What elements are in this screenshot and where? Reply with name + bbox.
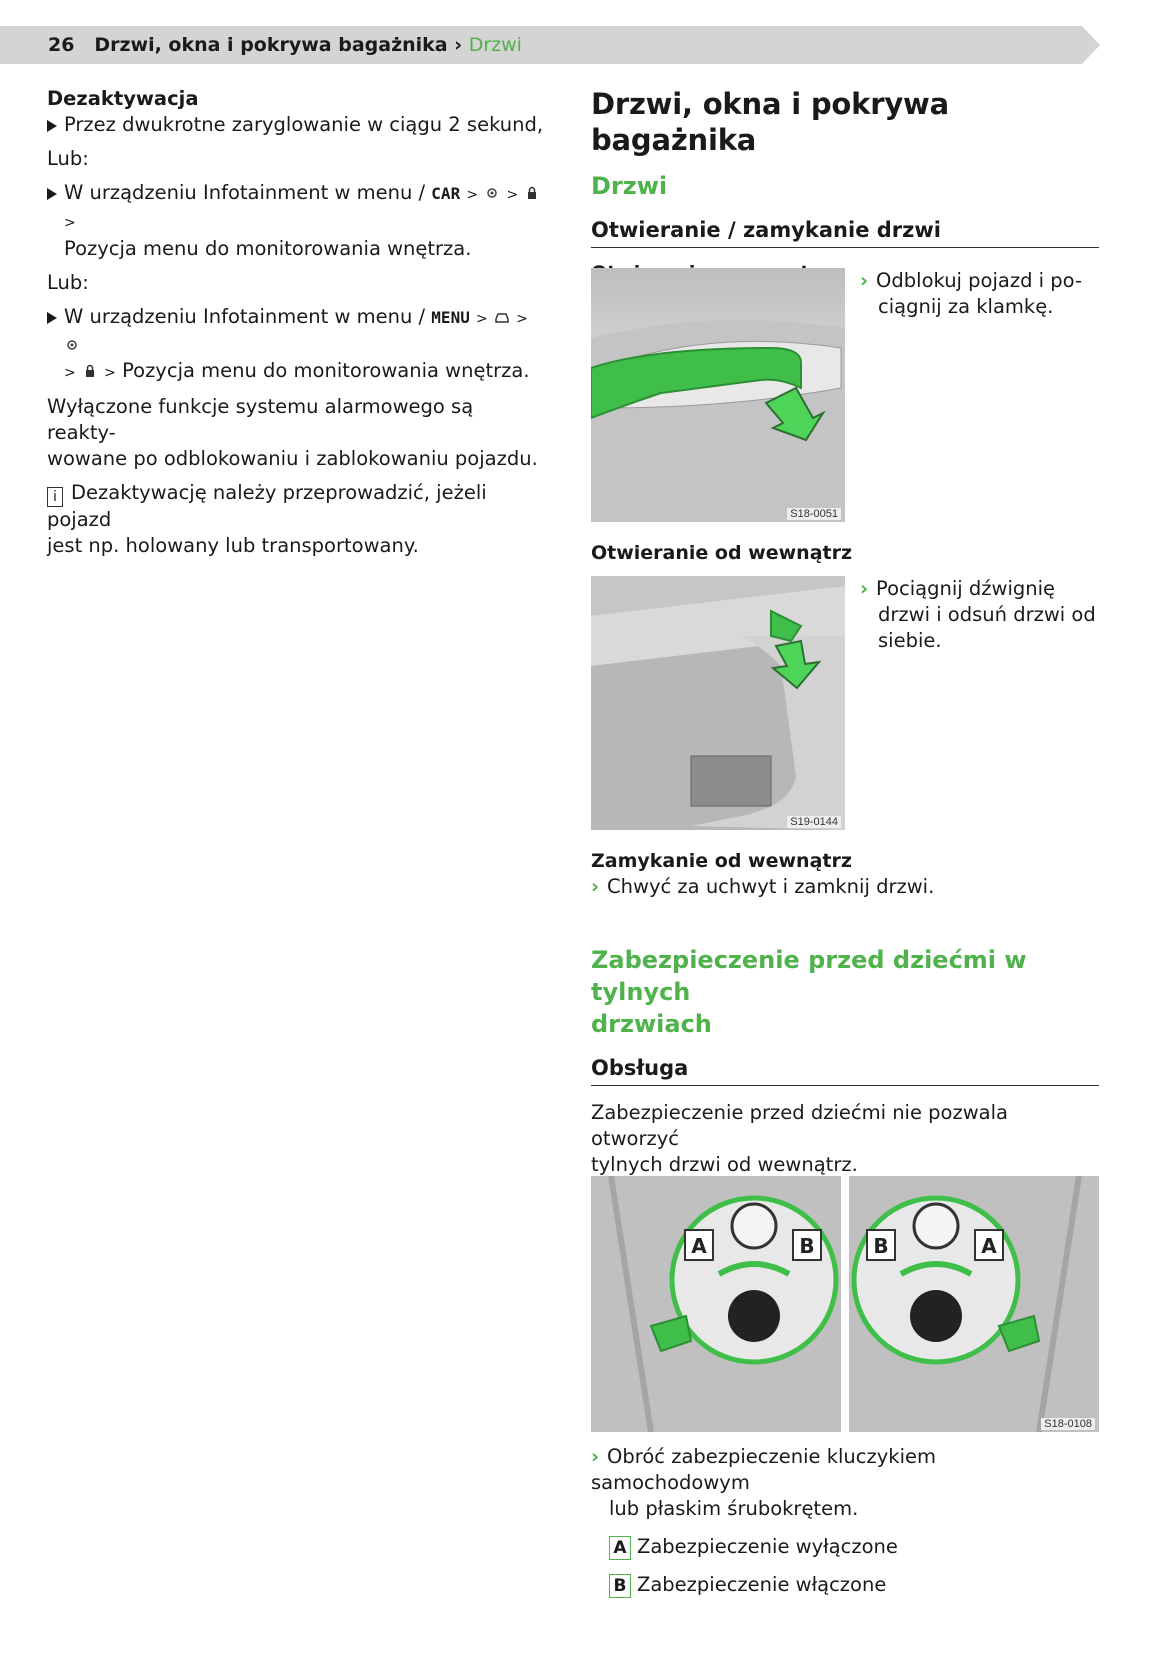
- info-icon: i: [47, 487, 63, 507]
- lock-zoom-left: [672, 1198, 836, 1362]
- chevron-right-icon: ›: [591, 1445, 600, 1468]
- section-title-doors: Drzwi: [591, 172, 668, 200]
- list-item-3: [47, 304, 547, 386]
- legend-item-b: [591, 1572, 1099, 1598]
- info-note-line1: Dezaktywację należy przeprowadzić, jeżeli pojazd: [47, 481, 487, 531]
- page-number: 26: [48, 34, 75, 56]
- info-note: [47, 480, 547, 559]
- close-inside-text: Chwyć za uchwyt i zamknij drzwi.: [607, 875, 935, 898]
- chevron-right-icon: >: [466, 187, 479, 203]
- figure-interior-lever: [591, 576, 845, 830]
- instruction-interior: [860, 576, 1100, 654]
- figure-child-lock: [591, 1176, 1099, 1432]
- subsection-operation: Obsługa: [591, 1054, 1099, 1086]
- car-menu-icon: CAR: [431, 184, 461, 203]
- instruction-exterior: [860, 268, 1100, 320]
- gear-icon: [64, 337, 80, 353]
- turn-instruction-block: [591, 1444, 1099, 1598]
- chevron-right-icon: >: [64, 365, 76, 381]
- page-header: [0, 26, 1100, 64]
- legend-item-a: [591, 1534, 1099, 1560]
- list-item-2-text-line2: Pozycja menu do monitorowania wnętrza.: [64, 237, 472, 260]
- alarm-paragraph-line1: Wyłączone funkcje systemu alarmowego są reakty-: [47, 395, 474, 444]
- lock-label-a-left: A: [691, 1234, 707, 1258]
- chevron-right-icon: ›: [860, 269, 869, 292]
- door-handle-illustration: [591, 268, 845, 522]
- breadcrumb-separator: ›: [454, 34, 463, 56]
- right-column: [591, 86, 1099, 286]
- door-lever-illustration: [591, 576, 845, 830]
- section-title-child-lock: [591, 944, 1099, 1040]
- lock-zoom-right: [854, 1198, 1018, 1362]
- bullet-triangle-icon: [47, 312, 57, 324]
- legend-text-a: Zabezpieczenie wyłączone: [637, 1535, 898, 1558]
- legend-key-a: A: [609, 1536, 631, 1560]
- chevron-right-icon: >: [104, 365, 116, 381]
- child-lock-paragraph: [591, 1100, 1099, 1178]
- chevron-right-icon: >: [506, 187, 519, 203]
- gear-icon: [484, 185, 500, 201]
- instruction-exterior-line2: ciągnij za klamkę.: [878, 295, 1054, 318]
- alarm-paragraph: [47, 394, 547, 472]
- car-icon: [494, 309, 510, 325]
- close-inside-block: [591, 848, 1099, 900]
- list-item-3-text: W urządzeniu Infotainment w menu /: [64, 305, 432, 328]
- list-item-1-text: Przez dwukrotne zaryglowanie w ciągu 2 sekund,: [64, 113, 544, 136]
- breadcrumb-current: Drzwi: [468, 34, 522, 56]
- lock-label-a-right: A: [981, 1234, 997, 1258]
- chapter-title: Drzwi, okna i pokrywa bagażnika: [591, 87, 949, 157]
- info-note-line2: jest np. holowany lub transportowany.: [47, 534, 419, 557]
- chevron-right-icon: >: [64, 215, 76, 231]
- left-column: [47, 86, 547, 559]
- deactivation-heading: Dezaktywacja: [47, 87, 199, 110]
- list-item-2: [47, 180, 547, 262]
- section-title-child-lock-line1: Zabezpieczenie przed dziećmi w tylnych: [591, 946, 1027, 1006]
- legend-key-b: B: [609, 1574, 631, 1598]
- chevron-right-icon: ›: [860, 577, 869, 600]
- turn-instruction-line1: Obróć zabezpieczenie kluczykiem samochodowym: [591, 1445, 936, 1494]
- chevron-right-icon: ›: [591, 875, 600, 898]
- section-title-child-lock-line2: drzwiach: [591, 1010, 712, 1038]
- chevron-right-icon: >: [516, 311, 528, 327]
- chevron-right-icon: >: [476, 311, 488, 327]
- figure-exterior-handle: [591, 268, 845, 522]
- subsection-open-close: Otwieranie / zamykanie drzwi: [591, 216, 1099, 248]
- instruction-interior-line1: Pociągnij dźwignię: [876, 577, 1056, 600]
- heading-open-inside: Otwieranie od wewnątrz: [591, 542, 853, 564]
- bullet-triangle-icon: [47, 188, 57, 200]
- lock-icon: [82, 363, 98, 379]
- list-item-3-text-line2: Pozycja menu do monitorowania wnętrza.: [122, 359, 530, 382]
- child-lock-illustration: [591, 1176, 1099, 1432]
- alarm-paragraph-line2: wowane po odblokowaniu i zablokowaniu pojazdu.: [47, 447, 538, 470]
- lock-label-b-right: B: [873, 1234, 889, 1258]
- instruction-interior-line3: siebie.: [878, 629, 942, 652]
- lock-icon: [524, 185, 540, 201]
- menu-icon: MENU: [431, 308, 470, 327]
- breadcrumb: [48, 34, 522, 56]
- bullet-triangle-icon: [47, 120, 57, 132]
- breadcrumb-section[interactable]: Drzwi, okna i pokrywa bagażnika: [94, 34, 448, 56]
- figure-code: S18-0051: [787, 508, 841, 520]
- child-lock-paragraph-line1: Zabezpieczenie przed dziećmi nie pozwala otworzyć: [591, 1101, 1008, 1150]
- or-label-2: Lub:: [47, 271, 89, 294]
- lock-label-b-left: B: [799, 1234, 815, 1258]
- child-lock-paragraph-line2: tylnych drzwi od wewnątrz.: [591, 1153, 858, 1176]
- figure-code: S19-0144: [787, 816, 841, 828]
- list-item-2-text: W urządzeniu Infotainment w menu /: [64, 181, 432, 204]
- turn-instruction-line2: lub płaskim śrubokrętem.: [609, 1497, 859, 1520]
- legend-text-b: Zabezpieczenie włączone: [637, 1573, 887, 1596]
- heading-close-inside: Zamykanie od wewnątrz: [591, 850, 852, 872]
- instruction-exterior-line1: Odblokuj pojazd i po-: [876, 269, 1082, 292]
- figure-code: S18-0108: [1041, 1418, 1095, 1430]
- instruction-interior-line2: drzwi i odsuń drzwi od: [878, 603, 1096, 626]
- or-label-1: Lub:: [47, 147, 89, 170]
- list-item-1: [47, 112, 547, 138]
